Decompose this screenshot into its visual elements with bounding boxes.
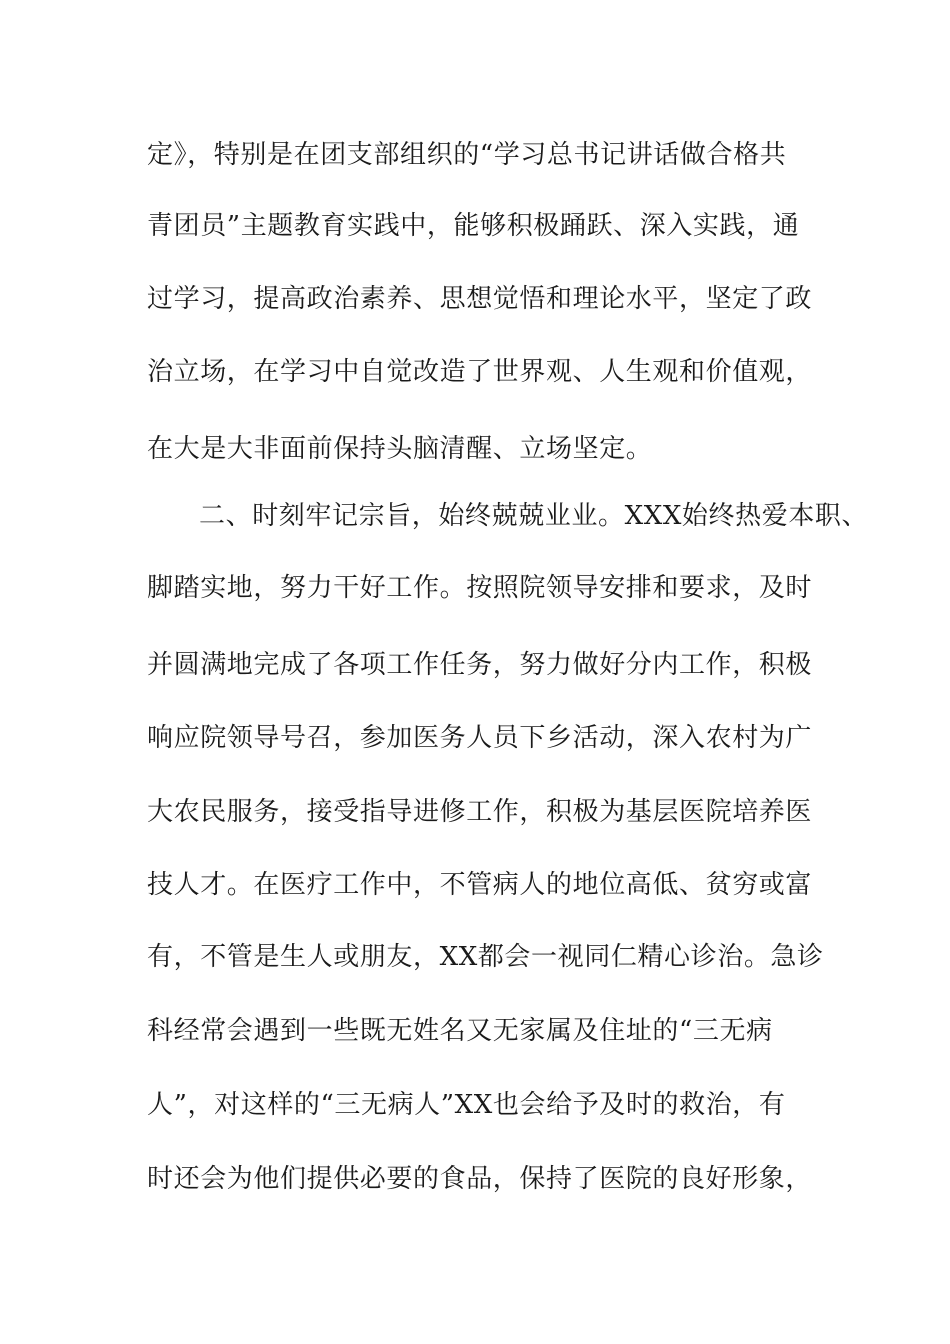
- text-line: 时还会为他们提供必要的食品，保持了医院的良好形象，: [147, 1164, 813, 1194]
- text-line: 治立场，在学习中自觉改造了世界观、人生观和价值观，: [147, 357, 813, 387]
- text-line: 有，不管是生人或朋友，XX都会一视同仁精心诊治。急诊: [147, 942, 824, 972]
- text-line: 脚踏实地，努力干好工作。按照院领导安排和要求，及时: [147, 573, 813, 603]
- paragraph-start-line: 二、时刻牢记宗旨，始终兢兢业业。XXX始终热爱本职、: [199, 501, 869, 531]
- text-line: 人”，对这样的“三无病人”XX也会给予及时的救治，有: [147, 1090, 786, 1120]
- text-line: 大农民服务，接受指导进修工作，积极为基层医院培养医: [147, 797, 813, 827]
- text-line: 技人才。在医疗工作中，不管病人的地位高低、贫穷或富: [147, 870, 813, 900]
- text-line: 青团员”主题教育实践中，能够积极踊跃、深入实践，通: [147, 211, 800, 241]
- text-line: 定》，特别是在团支部组织的“学习总书记讲话做合格共: [147, 140, 787, 170]
- text-line: 科经常会遇到一些既无姓名又无家属及住址的“三无病: [147, 1016, 773, 1046]
- text-line: 过学习，提高政治素养、思想觉悟和理论水平，坚定了政: [147, 284, 813, 314]
- text-line: 并圆满地完成了各项工作任务，努力做好分内工作，积极: [147, 650, 813, 680]
- text-line: 响应院领导号召，参加医务人员下乡活动，深入农村为广: [147, 723, 813, 753]
- text-line: 在大是大非面前保持头脑清醒、立场坚定。: [147, 434, 653, 464]
